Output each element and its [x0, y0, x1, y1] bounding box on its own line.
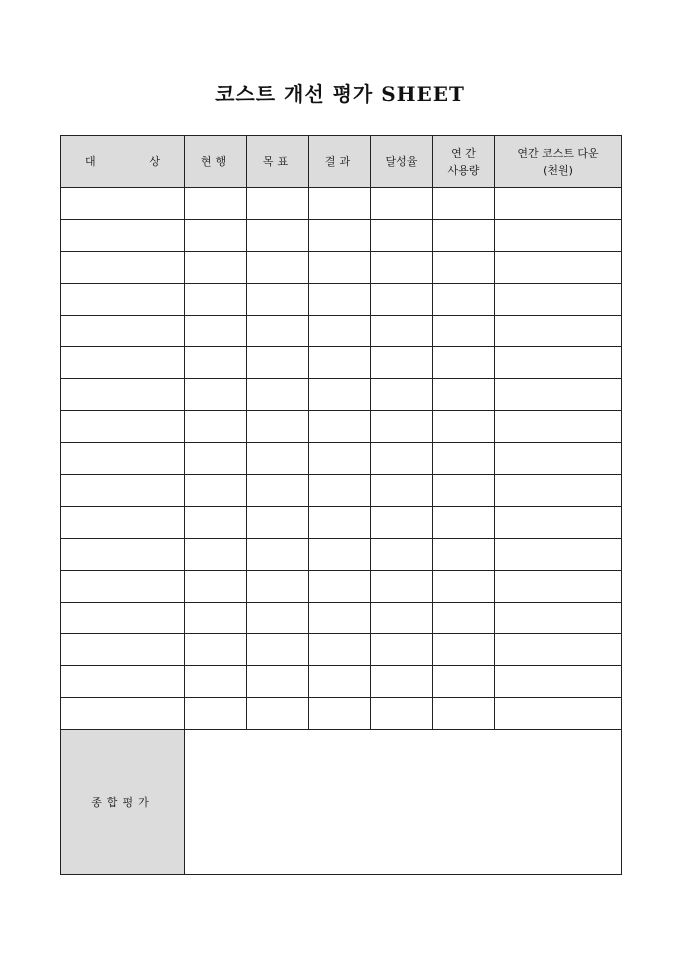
cell-annual-usage[interactable]: [433, 411, 495, 443]
cell-result[interactable]: [309, 634, 371, 666]
cell-current[interactable]: [185, 634, 247, 666]
cell-goal[interactable]: [247, 666, 309, 698]
cell-achievement[interactable]: [371, 538, 433, 570]
cell-goal[interactable]: [247, 570, 309, 602]
cell-result[interactable]: [309, 315, 371, 347]
cell-goal[interactable]: [247, 506, 309, 538]
table-row: [61, 538, 622, 570]
table-row: [61, 698, 622, 730]
cell-annual-cost-down[interactable]: [495, 188, 622, 220]
cell-current[interactable]: [185, 411, 247, 443]
table-row: [61, 219, 622, 251]
cell-annual-cost-down[interactable]: [495, 570, 622, 602]
header-target: 대 상: [61, 136, 185, 188]
cell-annual-cost-down[interactable]: [495, 538, 622, 570]
table-row: [61, 379, 622, 411]
summary-label: 종합평가: [61, 730, 185, 875]
cell-annual-cost-down[interactable]: [495, 602, 622, 634]
summary-content-cell[interactable]: [185, 730, 622, 875]
cell-annual-usage[interactable]: [433, 698, 495, 730]
cell-result[interactable]: [309, 411, 371, 443]
cell-annual-usage[interactable]: [433, 634, 495, 666]
cell-achievement[interactable]: [371, 666, 433, 698]
cell-achievement[interactable]: [371, 698, 433, 730]
cell-goal[interactable]: [247, 283, 309, 315]
cell-annual-usage[interactable]: [433, 379, 495, 411]
cell-target[interactable]: [61, 443, 185, 475]
cell-goal[interactable]: [247, 602, 309, 634]
cell-result[interactable]: [309, 188, 371, 220]
cell-annual-cost-down[interactable]: [495, 283, 622, 315]
cell-achievement[interactable]: [371, 602, 433, 634]
cell-achievement[interactable]: [371, 506, 433, 538]
cell-goal[interactable]: [247, 219, 309, 251]
cell-current[interactable]: [185, 251, 247, 283]
cell-current[interactable]: [185, 315, 247, 347]
cell-target[interactable]: [61, 251, 185, 283]
cell-target[interactable]: [61, 570, 185, 602]
table-row: [61, 188, 622, 220]
cell-annual-usage[interactable]: [433, 188, 495, 220]
cell-result[interactable]: [309, 443, 371, 475]
cell-goal[interactable]: [247, 443, 309, 475]
cell-goal[interactable]: [247, 411, 309, 443]
header-current: 현행: [185, 136, 247, 188]
cell-goal[interactable]: [247, 251, 309, 283]
cell-annual-cost-down[interactable]: [495, 379, 622, 411]
cell-goal[interactable]: [247, 538, 309, 570]
cell-result[interactable]: [309, 219, 371, 251]
cell-current[interactable]: [185, 188, 247, 220]
cell-annual-cost-down[interactable]: [495, 634, 622, 666]
cell-annual-usage[interactable]: [433, 219, 495, 251]
cell-target[interactable]: [61, 506, 185, 538]
cell-achievement[interactable]: [371, 251, 433, 283]
cell-achievement[interactable]: [371, 188, 433, 220]
table-row: [61, 570, 622, 602]
summary-row: [61, 730, 622, 875]
cell-result[interactable]: [309, 283, 371, 315]
header-goal: 목표: [247, 136, 309, 188]
header-row: [61, 136, 622, 188]
cell-annual-usage[interactable]: [433, 251, 495, 283]
cell-target[interactable]: [61, 666, 185, 698]
cell-achievement[interactable]: [371, 443, 433, 475]
cell-achievement[interactable]: [371, 315, 433, 347]
table-row: [61, 251, 622, 283]
cell-annual-usage[interactable]: [433, 315, 495, 347]
cell-target[interactable]: [61, 283, 185, 315]
cell-achievement[interactable]: [371, 411, 433, 443]
cell-annual-cost-down[interactable]: [495, 475, 622, 507]
cell-target[interactable]: [61, 315, 185, 347]
cell-goal[interactable]: [247, 315, 309, 347]
cell-current[interactable]: [185, 443, 247, 475]
table-row: [61, 347, 622, 379]
cell-target[interactable]: [61, 538, 185, 570]
cell-result[interactable]: [309, 475, 371, 507]
table-row: [61, 443, 622, 475]
cell-result[interactable]: [309, 538, 371, 570]
cell-target[interactable]: [61, 379, 185, 411]
table-row: [61, 602, 622, 634]
cell-current[interactable]: [185, 506, 247, 538]
cell-current[interactable]: [185, 379, 247, 411]
cell-goal[interactable]: [247, 379, 309, 411]
cell-target[interactable]: [61, 219, 185, 251]
cell-achievement[interactable]: [371, 475, 433, 507]
cell-goal[interactable]: [247, 475, 309, 507]
cell-current[interactable]: [185, 538, 247, 570]
cell-annual-cost-down[interactable]: [495, 219, 622, 251]
header-result: 결과: [309, 136, 371, 188]
cell-result[interactable]: [309, 602, 371, 634]
cell-result[interactable]: [309, 506, 371, 538]
cell-current[interactable]: [185, 570, 247, 602]
cell-goal[interactable]: [247, 698, 309, 730]
cost-evaluation-table: [60, 135, 622, 875]
cell-goal[interactable]: [247, 347, 309, 379]
cell-current[interactable]: [185, 698, 247, 730]
cell-current[interactable]: [185, 347, 247, 379]
table-row: [61, 506, 622, 538]
header-annual-usage: 연 간 사용량: [433, 136, 495, 188]
cell-achievement[interactable]: [371, 379, 433, 411]
cell-target[interactable]: [61, 634, 185, 666]
header-annual-cost-down: 연간 코스트 다운 (천원): [495, 136, 622, 188]
cell-achievement[interactable]: [371, 283, 433, 315]
cell-annual-usage[interactable]: [433, 475, 495, 507]
cell-result[interactable]: [309, 666, 371, 698]
cell-annual-cost-down[interactable]: [495, 251, 622, 283]
cell-current[interactable]: [185, 219, 247, 251]
cell-target[interactable]: [61, 698, 185, 730]
table-row: [61, 411, 622, 443]
cell-goal[interactable]: [247, 188, 309, 220]
cell-annual-cost-down[interactable]: [495, 411, 622, 443]
cell-goal[interactable]: [247, 634, 309, 666]
cell-achievement[interactable]: [371, 219, 433, 251]
cell-annual-usage[interactable]: [433, 347, 495, 379]
cell-current[interactable]: [185, 602, 247, 634]
cell-target[interactable]: [61, 347, 185, 379]
cell-annual-usage[interactable]: [433, 283, 495, 315]
cell-current[interactable]: [185, 666, 247, 698]
cell-annual-cost-down[interactable]: [495, 315, 622, 347]
cell-target[interactable]: [61, 475, 185, 507]
table-row: [61, 634, 622, 666]
cell-result[interactable]: [309, 379, 371, 411]
cell-result[interactable]: [309, 570, 371, 602]
cell-annual-usage[interactable]: [433, 602, 495, 634]
cell-annual-usage[interactable]: [433, 666, 495, 698]
cell-achievement[interactable]: [371, 634, 433, 666]
cell-current[interactable]: [185, 475, 247, 507]
cell-target[interactable]: [61, 411, 185, 443]
table-row: [61, 315, 622, 347]
cell-annual-usage[interactable]: [433, 443, 495, 475]
cell-result[interactable]: [309, 251, 371, 283]
cell-current[interactable]: [185, 283, 247, 315]
cell-annual-cost-down[interactable]: [495, 666, 622, 698]
cell-annual-cost-down[interactable]: [495, 347, 622, 379]
cell-annual-usage[interactable]: [433, 570, 495, 602]
header-achievement: 달성율: [371, 136, 433, 188]
cell-annual-cost-down[interactable]: [495, 698, 622, 730]
table-row: [61, 283, 622, 315]
cell-annual-cost-down[interactable]: [495, 443, 622, 475]
cell-annual-usage[interactable]: [433, 538, 495, 570]
cell-achievement[interactable]: [371, 347, 433, 379]
table-row: [61, 475, 622, 507]
cell-annual-cost-down[interactable]: [495, 506, 622, 538]
table-row: [61, 666, 622, 698]
cell-achievement[interactable]: [371, 570, 433, 602]
cell-target[interactable]: [61, 188, 185, 220]
cell-annual-usage[interactable]: [433, 506, 495, 538]
cell-result[interactable]: [309, 347, 371, 379]
cell-result[interactable]: [309, 698, 371, 730]
cell-target[interactable]: [61, 602, 185, 634]
page-title: 코스트 개선 평가 SHEET: [215, 82, 465, 106]
